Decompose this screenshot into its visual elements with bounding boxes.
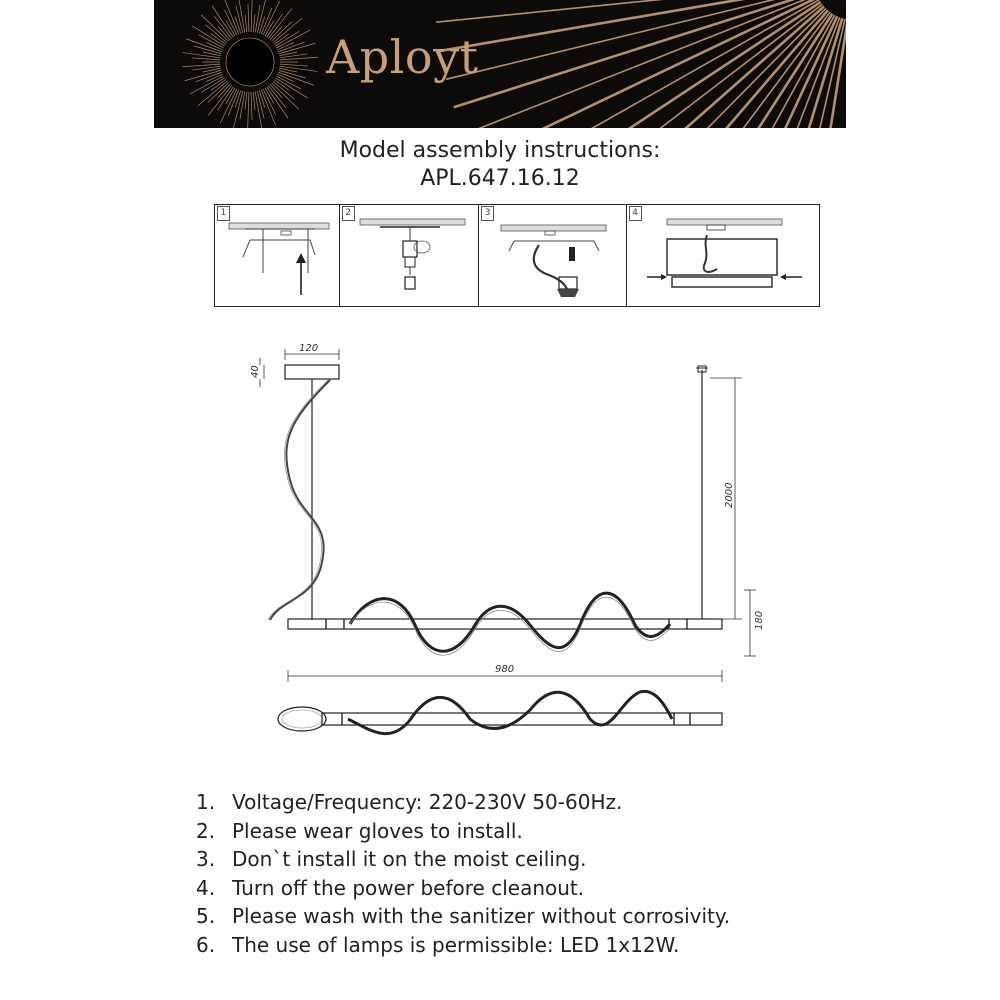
- dimension-body-length: 980: [495, 664, 515, 675]
- brand-logo-text: Aployt: [326, 30, 479, 84]
- cord-coil-top-view: [278, 707, 326, 731]
- step-number: 1: [217, 206, 230, 221]
- assembly-steps: [214, 204, 820, 307]
- note-item: [196, 902, 730, 931]
- note-number: 5.: [196, 904, 216, 929]
- step-1-illustration: [215, 205, 340, 305]
- lamp-end-cap-right: [687, 619, 722, 629]
- dimension-canopy-width: 120: [299, 343, 319, 354]
- lamp-body: [344, 619, 669, 629]
- assembly-step-4: [627, 205, 819, 306]
- step-3-illustration: [479, 205, 627, 305]
- step-number: 3: [481, 206, 494, 221]
- note-item: [196, 931, 730, 960]
- note-item: [196, 874, 730, 903]
- note-text: The use of lamps is permissible: LED 1x12W.: [232, 932, 680, 957]
- note-number: 3.: [196, 847, 216, 872]
- sunburst-decoration: [154, 0, 846, 128]
- ceiling-canopy: [285, 365, 339, 379]
- note-number: 1.: [196, 790, 216, 814]
- brand-banner: [154, 0, 846, 128]
- dimension-canopy-height: 40: [250, 365, 261, 378]
- note-item: [196, 817, 730, 846]
- led-wave-strip: [350, 593, 670, 651]
- lamp-dimension-drawing: [230, 340, 770, 740]
- step-number: 4: [629, 206, 642, 221]
- note-text: Voltage/Frequency: 220-230V 50-60Hz.: [232, 790, 623, 814]
- note-text: Don`t install it on the moist ceiling.: [232, 847, 587, 872]
- note-number: 6.: [196, 932, 216, 957]
- assembly-step-2: [340, 205, 480, 306]
- dimension-body-height: 180: [754, 610, 765, 630]
- note-item: [196, 845, 730, 874]
- lamp-body-top-view: [342, 713, 674, 725]
- lamp-end-cap-left: [288, 619, 326, 629]
- power-cord: [270, 380, 330, 620]
- safety-notes-list: [196, 788, 730, 960]
- document-title: Model assembly instructions:: [339, 138, 661, 163]
- note-item: [196, 788, 730, 817]
- assembly-step-3: [479, 205, 627, 306]
- note-number: 2.: [196, 818, 216, 843]
- note-text: Please wash with the sanitizer without corrosivity.: [232, 904, 731, 929]
- note-number: 4.: [196, 875, 216, 900]
- step-number: 2: [342, 206, 355, 221]
- assembly-step-1: [215, 205, 340, 306]
- dimension-suspension-length: 2000: [724, 482, 735, 508]
- model-number: APL.647.16.12: [420, 166, 580, 191]
- step-2-illustration: [340, 205, 480, 305]
- step-4-illustration: [627, 205, 820, 305]
- note-text: Turn off the power before cleanout.: [232, 875, 585, 900]
- note-text: Please wear gloves to install.: [232, 818, 523, 843]
